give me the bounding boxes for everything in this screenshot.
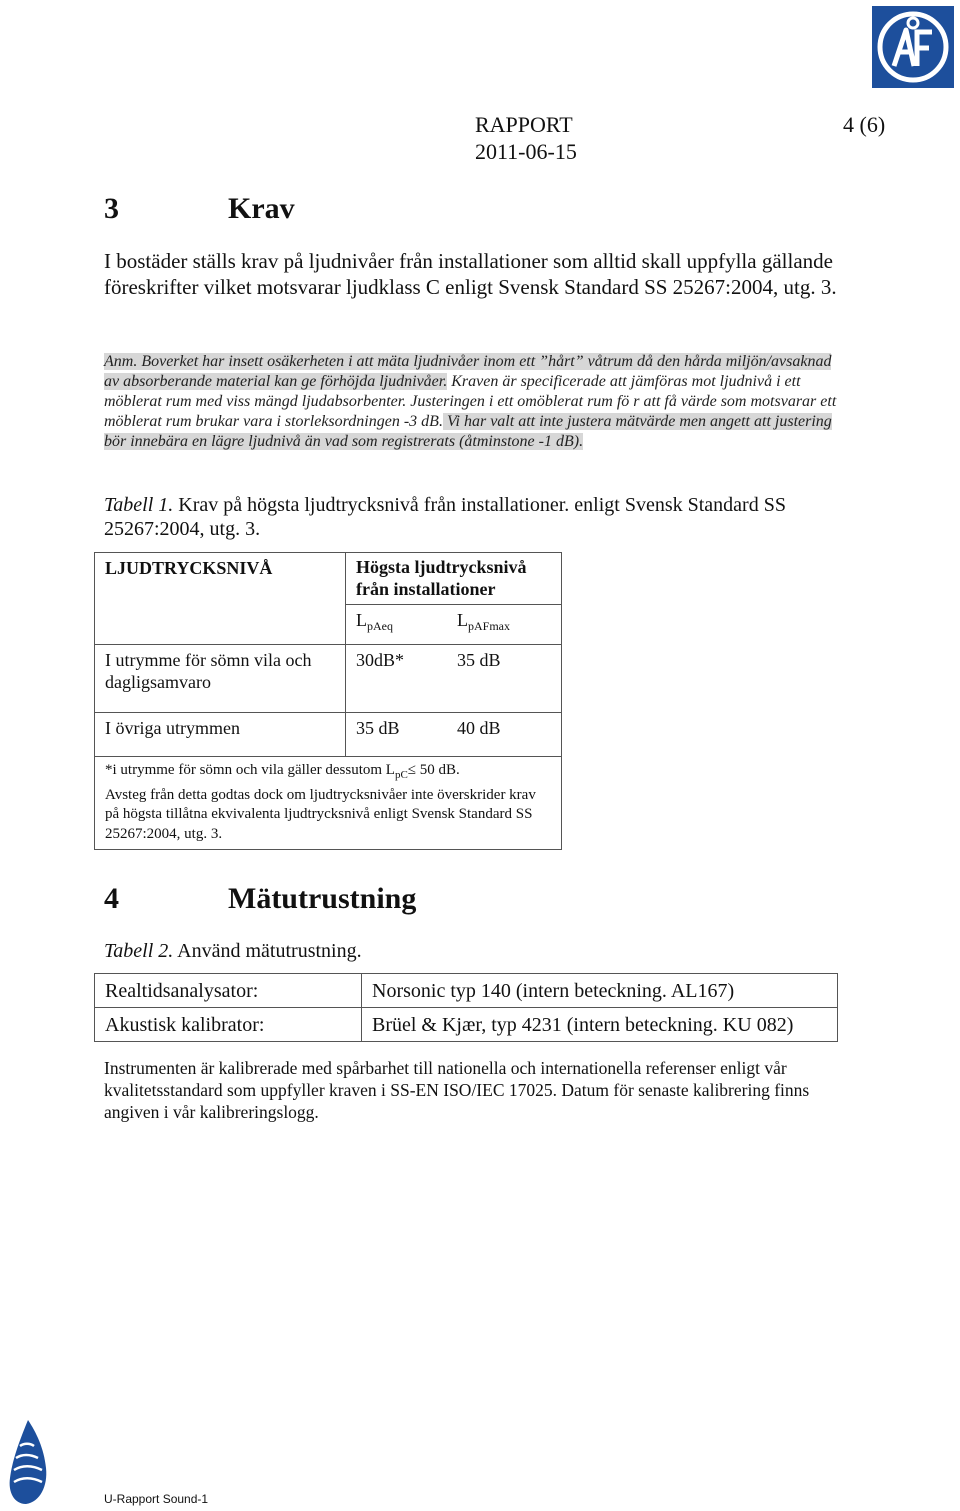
section-3-heading	[104, 191, 295, 227]
company-logo	[872, 6, 954, 88]
footnote-text-c: Avsteg från detta godtas dock om ljudtrycksnivåer inte överskrider krav på högsta tillåtna ekvivalenta ljudtrycksnivå enligt Svensk Standard SS 25267:2004, utg. 3.	[105, 786, 536, 842]
table-row	[95, 645, 562, 713]
table-header-row	[95, 553, 562, 645]
table-row	[95, 713, 562, 757]
header-max-label: Högsta ljudtrycksnivå från installationer	[346, 556, 561, 605]
report-date: 2011-06-15	[475, 139, 577, 164]
equipment-label: Realtidsanalysator:	[95, 974, 362, 1008]
section-title: Krav	[228, 192, 295, 225]
metric-paeq-sub: pAeq	[367, 619, 393, 633]
footnote-sub: pC	[394, 769, 408, 781]
row-values-split	[356, 717, 551, 739]
footer-template-name: U-Rapport Sound-1	[104, 1492, 209, 1506]
metric-paeq	[356, 609, 457, 637]
metric-labels	[346, 605, 561, 637]
caption-text: Krav på högsta ljudtrycksnivå från installationer. enligt Svensk Standard SS 25267:2004, utg. 3.	[104, 494, 786, 540]
note-highlight-1: Anm. Boverket har insett osäkerheten i att mäta ljudnivåer inom ett ”hårt” våtrum då den hårda miljön/avsaknad av absorberande material kan ge förhöjda ljudnivåer.	[104, 353, 832, 390]
note-highlight-4: Vi har valt att inte justera mätvärde men angett att justering bör innebära en lägre ljudnivå än vad som registrerats (åtminstone -1 dB).	[104, 413, 832, 450]
row-values	[346, 713, 562, 757]
note-text-2: Kraven är specificerade att jämföras mot ljudnivå i ett möblerat rum med viss mängd ljudabsorbenter.	[104, 373, 801, 410]
section-4-heading	[104, 881, 416, 917]
equipment-label: Akustisk kalibrator:	[95, 1008, 362, 1042]
footnote-text-a: *i utrymme för sömn och vila gäller dessutom L	[105, 762, 395, 778]
section-number: 3	[104, 192, 119, 225]
caption-prefix: Tabell 2.	[104, 940, 174, 962]
page-number: 4 (6)	[843, 112, 886, 137]
row-values-split	[356, 649, 551, 671]
metric-pafmax-sub: pAFmax	[468, 619, 510, 633]
table-footnote-row	[95, 757, 562, 850]
footnote-text-b: ≤ 50 dB.	[407, 762, 460, 778]
section-title: Mätutrustning	[228, 882, 417, 915]
table-2-caption	[104, 939, 864, 963]
header-cell-max	[346, 553, 562, 645]
row-label: I utrymme för sömn vila och dagligsamvaro	[95, 645, 346, 713]
value-paeq: 35 dB	[356, 718, 400, 738]
requirements-table	[94, 552, 562, 850]
header-cell-level: LJUDTRYCKSNIVÅ	[95, 553, 346, 645]
value-pafmax: 40 dB	[457, 718, 501, 738]
equipment-value: Brüel & Kjær, typ 4231 (intern beteckning. KU 082)	[362, 1008, 838, 1042]
table-1-caption	[104, 493, 864, 541]
metric-pafmax	[457, 609, 510, 637]
equipment-value: Norsonic typ 140 (intern beteckning. AL167)	[362, 974, 838, 1008]
section-number: 4	[104, 882, 119, 915]
value-pafmax: 35 dB	[457, 650, 501, 670]
section-3-intro: I bostäder ställs krav på ljudnivåer från installationer som alltid skall uppfylla gällande föreskrifter vilket motsvarar ljudklass C enligt Svensk Standard SS 25267:2004, utg. 3.	[104, 249, 837, 299]
calibration-paragraph: Instrumenten är kalibrerade med spårbarhet till nationella och internationella referenser enligt vår kvalitetsstandard som uppfyller kraven i SS-EN ISO/IEC 17025. Datum för senaste kalibrering finns angiven i vår kalibreringslogg.	[104, 1058, 810, 1122]
caption-text: Använd mätutrustning.	[173, 940, 362, 962]
metric-pafmax-base: L	[457, 610, 468, 630]
shell-icon	[6, 1418, 50, 1506]
row-label: I övriga utrymmen	[95, 713, 346, 757]
note-paragraph	[104, 352, 844, 452]
row-values	[346, 645, 562, 713]
table-row	[95, 974, 838, 1008]
note-text-3: Justeringen i ett omöblerat rum fö r att få värde som motsvarar ett möblerat rum brukar vara i storleksordningen -3 dB.	[104, 393, 837, 430]
table-row	[95, 1008, 838, 1042]
equipment-table	[94, 973, 838, 1042]
table-footnote	[95, 757, 562, 850]
report-label: RAPPORT	[475, 112, 573, 137]
caption-prefix: Tabell 1.	[104, 494, 174, 516]
metric-paeq-base: L	[356, 610, 367, 630]
value-paeq: 30dB*	[356, 650, 405, 670]
